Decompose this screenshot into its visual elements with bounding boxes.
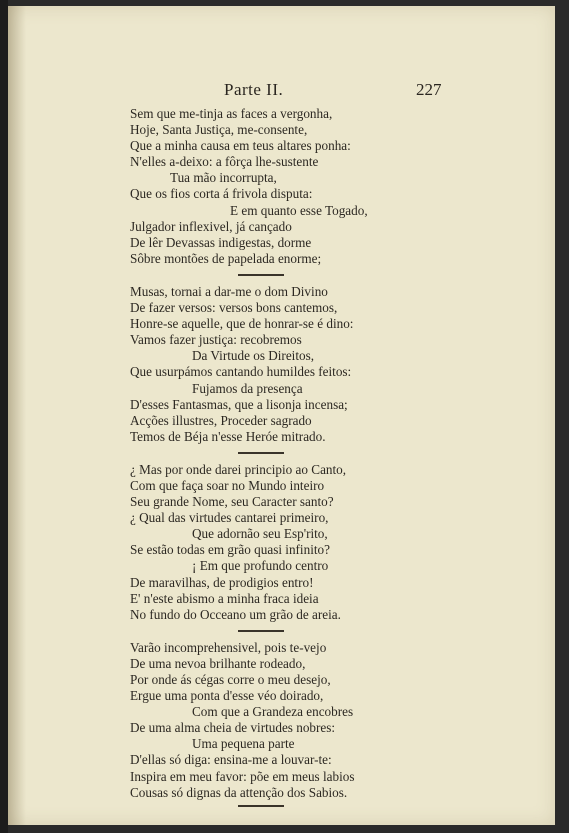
verse-line: Varão incomprehensivel, pois te-vejo [130,639,327,655]
verse-line: Que adornão seu Esp'rito, [192,526,328,542]
verse-line: Seu grande Nome, seu Caracter santo? [130,494,334,510]
end-ornament-rule [238,805,284,807]
verse-line: De uma nevoa brilhante rodeado, [130,655,306,671]
verse-line: D'esses Fantasmas, que a lisonja incensa; [130,396,348,412]
stanza-1 [130,106,400,267]
verse-line: Hoje, Santa Justiça, me-consente, [130,122,308,138]
verse-line: Temos de Béja n'esse Heróe mitrado. [130,428,326,444]
verse-line: Fujamos da presença [192,380,303,396]
verse-line: ¿ Qual das virtudes cantarei primeiro, [130,510,329,526]
verse-line: Julgador inflexivel, já cançado [130,218,292,234]
verse-line: Com que a Grandeza encobres [192,704,354,720]
verse-line: Que a minha causa em teus altares ponha: [130,138,351,154]
verse-line: De maravilhas, de prodigios entro! [130,574,314,590]
stanza-divider [238,274,284,276]
verse-line: De fazer versos: versos bons cantemos, [130,300,338,316]
verse-line: Sem que me-tinja as faces a vergonha, [130,106,333,121]
verse-line: E' n'este abismo a minha fraca ideia [130,590,319,606]
stanza-2 [130,284,400,445]
verse-line: Que usurpámos cantando humildes feitos: [130,364,352,380]
poem-body [130,106,400,818]
book-page [8,6,555,825]
verse-line: E em quanto esse Togado, [230,202,368,218]
running-head [8,80,555,104]
spine-shadow [8,6,26,825]
page-number: 227 [416,80,442,99]
verse-line: D'ellas só diga: ensina-me a louvar-te: [130,752,332,768]
scan-edge [0,0,8,833]
verse-line: Tua mão incorrupta, [170,170,277,186]
stanza-divider [238,630,284,632]
stanza-divider [238,452,284,454]
verse-line: Cousas só dignas da attenção dos Sabios. [130,784,348,800]
verse-line: De uma alma cheia de virtudes nobres: [130,720,336,736]
verse-line: Sôbre montões de papelada enorme; [130,250,322,266]
stanza-4 [130,640,400,801]
verse-line: Acções illustres, Proceder sagrado [130,412,312,428]
verse-line: Honre-se aquelle, que de honrar-se é dino: [130,316,354,332]
verse-line: Ergue uma ponta d'esse véo doirado, [130,688,324,704]
verse-line: Que os fios corta á frivola disputa: [130,186,313,202]
verse-line: N'elles a-deixo: a fôrça lhe-sustente [130,154,319,170]
verse-line: Musas, tornai a dar-me o dom Divino [130,283,328,299]
verse-line: Se estão todas em grão quasi infinito? [130,542,330,558]
stanza-3 [130,462,400,623]
verse-line: No fundo do Occeano um grão de areia. [130,606,341,622]
verse-line: Com que faça soar no Mundo inteiro [130,477,325,493]
verse-line: Inspira em meu favor: põe em meus labios [130,768,355,784]
verse-line: ¿ Mas por onde darei principio ao Canto, [130,461,347,477]
verse-line: Da Virtude os Direitos, [192,348,315,364]
verse-line: Vamos fazer justiça: recobremos [130,332,302,348]
verse-line: Por onde ás cégas corre o meu desejo, [130,672,331,687]
verse-line: ¡ Em que profundo centro [192,558,329,574]
running-head-title: Parte II. [224,80,284,99]
verse-line: De lêr Devassas indigestas, dorme [130,234,312,250]
verse-line: Uma pequena parte [192,736,295,752]
